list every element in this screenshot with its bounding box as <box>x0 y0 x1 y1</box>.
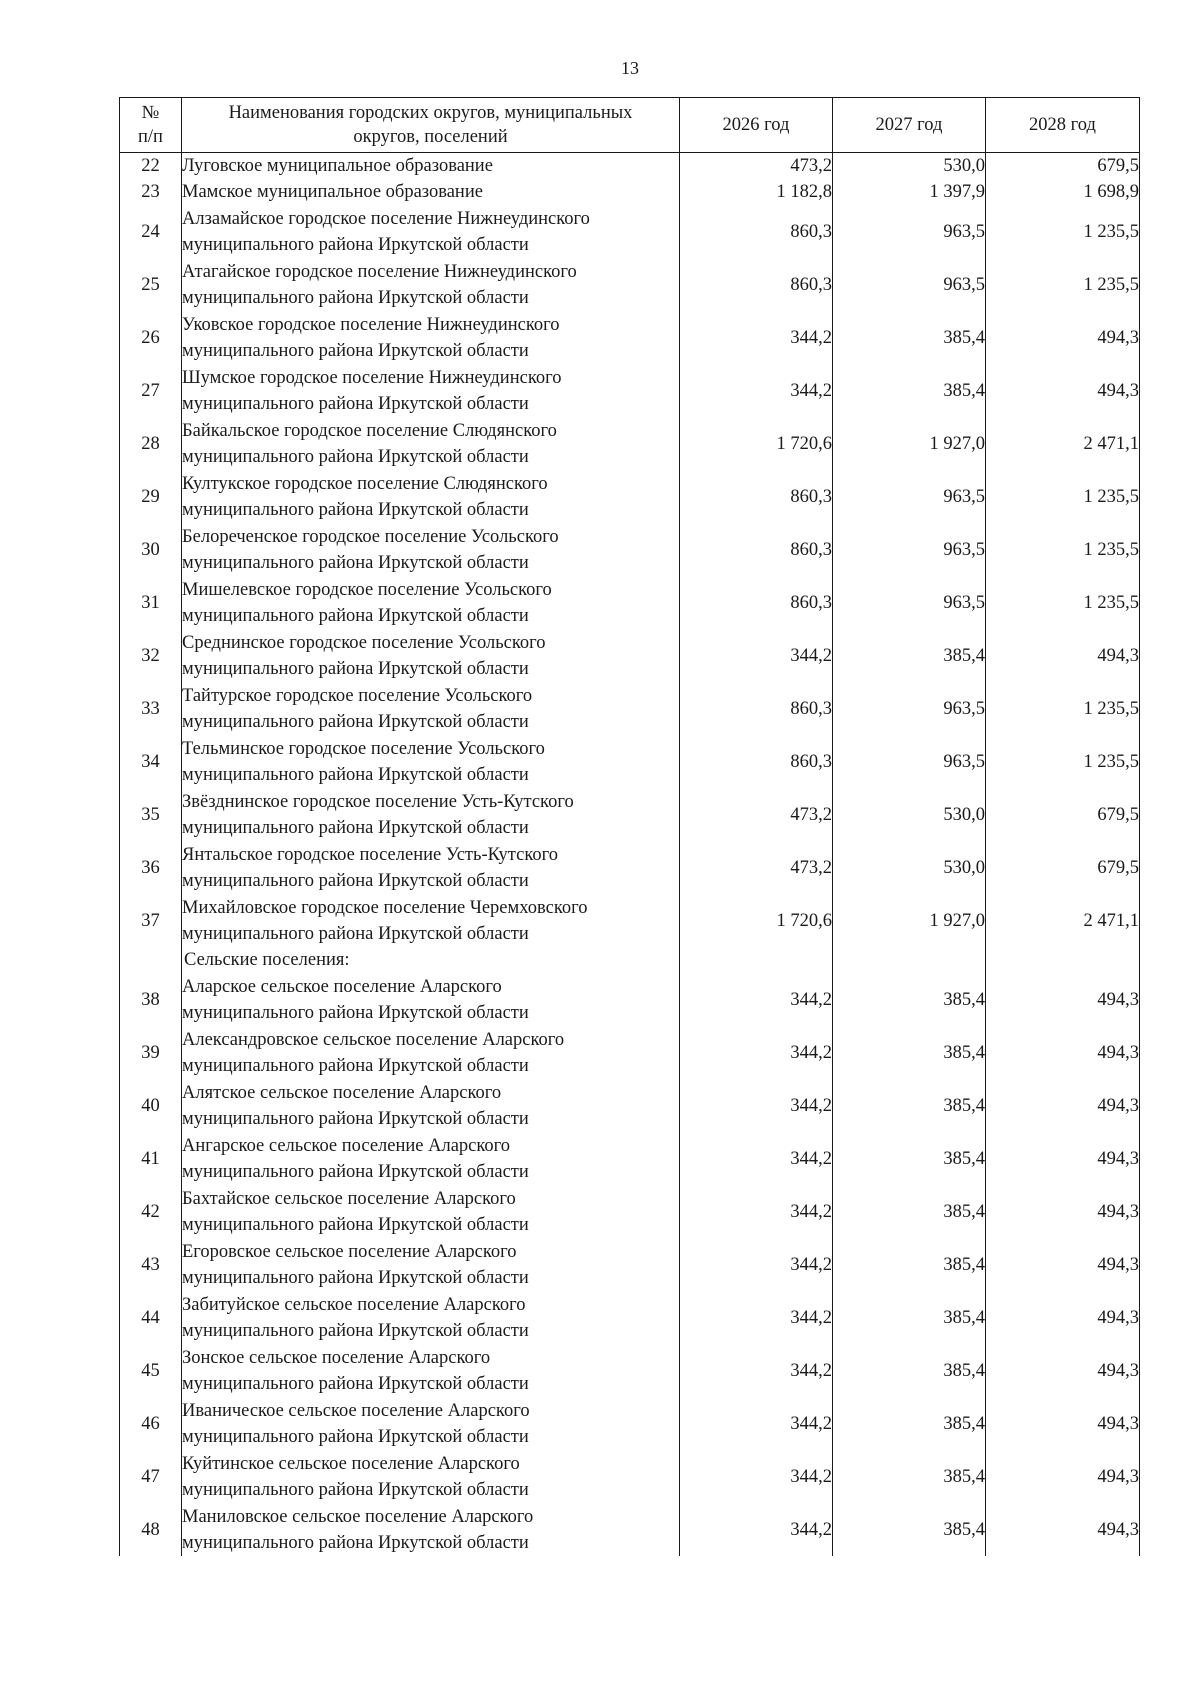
row-name-line: Мамское муниципальное образование <box>182 182 483 202</box>
row-name-line: муниципального района Иркутской области <box>182 1055 529 1076</box>
value-2027: 963,5 <box>833 682 986 735</box>
value-2027: 385,4 <box>833 311 986 364</box>
value-2026: 344,2 <box>680 1026 833 1079</box>
value-2027: 385,4 <box>833 1238 986 1291</box>
value-2027: 385,4 <box>833 364 986 417</box>
header-number <box>120 98 182 153</box>
row-name-line: муниципального района Иркутской области <box>182 923 529 944</box>
row-number: 35 <box>120 788 182 841</box>
value-2026: 344,2 <box>680 973 833 1026</box>
value-2028: 1 235,5 <box>986 682 1140 735</box>
row-name-line: Егоровское сельское поселение Аларского <box>182 1241 517 1262</box>
value-2026 <box>680 947 833 973</box>
row-name <box>182 205 680 258</box>
row-name <box>182 1079 680 1132</box>
header-year-2027: 2027 год <box>833 98 986 153</box>
value-2028: 494,3 <box>986 1450 1140 1503</box>
row-name-line: муниципального района Иркутской области <box>182 870 529 891</box>
value-2028: 679,5 <box>986 153 1140 180</box>
row-number: 45 <box>120 1344 182 1397</box>
value-2027: 385,4 <box>833 1291 986 1344</box>
value-2026: 860,3 <box>680 258 833 311</box>
value-2028: 494,3 <box>986 973 1140 1026</box>
value-2027: 385,4 <box>833 1503 986 1556</box>
row-name-line: Аларское сельское поселение Аларского <box>182 976 502 997</box>
value-2028: 494,3 <box>986 1503 1140 1556</box>
row-name <box>182 973 680 1026</box>
row-number: 23 <box>120 179 182 205</box>
value-2026: 473,2 <box>680 153 833 180</box>
value-2027: 385,4 <box>833 1079 986 1132</box>
table-row <box>120 973 1140 1026</box>
row-name-line: муниципального района Иркутской области <box>182 1320 529 1341</box>
row-name-line: муниципального района Иркутской области <box>182 340 529 361</box>
row-name-line: Забитуйское сельское поселение Аларского <box>182 1294 526 1315</box>
value-2028: 494,3 <box>986 1344 1140 1397</box>
row-name-line: муниципального района Иркутской области <box>182 1214 529 1235</box>
value-2028 <box>986 947 1140 973</box>
row-number: 40 <box>120 1079 182 1132</box>
value-2026: 344,2 <box>680 1185 833 1238</box>
value-2027: 963,5 <box>833 258 986 311</box>
row-number: 43 <box>120 1238 182 1291</box>
value-2026: 344,2 <box>680 311 833 364</box>
value-2026: 344,2 <box>680 1503 833 1556</box>
value-2026: 344,2 <box>680 1291 833 1344</box>
row-name <box>182 894 680 947</box>
value-2027: 530,0 <box>833 841 986 894</box>
row-number <box>120 947 182 973</box>
row-name <box>182 629 680 682</box>
row-name-line: Михайловское городское поселение Черемховского <box>182 897 588 918</box>
value-2027: 963,5 <box>833 523 986 576</box>
row-number: 28 <box>120 417 182 470</box>
value-2026: 344,2 <box>680 1132 833 1185</box>
table-row <box>120 1079 1140 1132</box>
value-2026: 473,2 <box>680 788 833 841</box>
row-name <box>182 470 680 523</box>
row-name <box>182 576 680 629</box>
value-2028: 1 235,5 <box>986 258 1140 311</box>
row-number: 36 <box>120 841 182 894</box>
row-name-line: муниципального района Иркутской области <box>182 552 529 573</box>
value-2026: 860,3 <box>680 470 833 523</box>
row-name-line: муниципального района Иркутской области <box>182 711 529 732</box>
value-2028: 2 471,1 <box>986 894 1140 947</box>
row-number: 44 <box>120 1291 182 1344</box>
value-2026: 860,3 <box>680 735 833 788</box>
header-name-line: округов, поселений <box>353 127 508 147</box>
row-name-line: Бахтайское сельское поселение Аларского <box>182 1188 516 1209</box>
table-section-row <box>120 947 1140 973</box>
table-row <box>120 894 1140 947</box>
row-name <box>182 1185 680 1238</box>
table-row <box>120 470 1140 523</box>
row-name <box>182 841 680 894</box>
value-2026: 344,2 <box>680 364 833 417</box>
header-year-2028: 2028 год <box>986 98 1140 153</box>
row-name-line: Алзамайское городское поселение Нижнеудинского <box>182 208 590 229</box>
row-name-line: Тайтурское городское поселение Усольского <box>182 685 533 706</box>
header-name-line: Наименования городских округов, муниципальных <box>228 103 633 123</box>
header-row <box>120 98 1140 153</box>
row-number: 31 <box>120 576 182 629</box>
row-name-line: муниципального района Иркутской области <box>182 446 529 467</box>
value-2026: 344,2 <box>680 629 833 682</box>
row-number: 30 <box>120 523 182 576</box>
value-2026: 473,2 <box>680 841 833 894</box>
value-2027: 963,5 <box>833 735 986 788</box>
row-name <box>182 523 680 576</box>
table-row <box>120 1132 1140 1185</box>
row-number: 48 <box>120 1503 182 1556</box>
row-name <box>182 1132 680 1185</box>
value-2028: 494,3 <box>986 311 1140 364</box>
table-row <box>120 205 1140 258</box>
row-name-line: Куйтинское сельское поселение Аларского <box>182 1453 520 1474</box>
row-name-line: муниципального района Иркутской области <box>182 393 529 414</box>
value-2028: 494,3 <box>986 629 1140 682</box>
table-row <box>120 1026 1140 1079</box>
value-2027: 385,4 <box>833 973 986 1026</box>
value-2027: 385,4 <box>833 1132 986 1185</box>
value-2027: 963,5 <box>833 470 986 523</box>
value-2027: 385,4 <box>833 1450 986 1503</box>
row-number: 29 <box>120 470 182 523</box>
row-number: 42 <box>120 1185 182 1238</box>
row-name-line: муниципального района Иркутской области <box>182 1002 529 1023</box>
row-name-line: Байкальское городское поселение Слюдянского <box>182 420 557 441</box>
value-2027: 1 927,0 <box>833 894 986 947</box>
header-number-line: п/п <box>138 127 163 147</box>
table-row <box>120 179 1140 205</box>
table-row <box>120 1238 1140 1291</box>
value-2027: 385,4 <box>833 1185 986 1238</box>
table-row <box>120 841 1140 894</box>
row-name-line: Иваническое сельское поселение Аларского <box>182 1400 530 1421</box>
row-name <box>182 1291 680 1344</box>
row-number: 24 <box>120 205 182 258</box>
table-row <box>120 682 1140 735</box>
row-name <box>182 1238 680 1291</box>
row-number: 22 <box>120 153 182 180</box>
value-2028: 494,3 <box>986 1026 1140 1079</box>
table-body <box>120 153 1140 1557</box>
value-2027: 963,5 <box>833 205 986 258</box>
row-name <box>182 1344 680 1397</box>
table-row <box>120 258 1140 311</box>
row-name-line: муниципального района Иркутской области <box>182 234 529 255</box>
table-row <box>120 1450 1140 1503</box>
value-2028: 494,3 <box>986 1291 1140 1344</box>
row-name <box>182 311 680 364</box>
header-year-2026: 2026 год <box>680 98 833 153</box>
value-2028: 679,5 <box>986 841 1140 894</box>
row-number: 26 <box>120 311 182 364</box>
table-row <box>120 311 1140 364</box>
value-2026: 860,3 <box>680 205 833 258</box>
value-2026: 860,3 <box>680 682 833 735</box>
value-2028: 494,3 <box>986 1079 1140 1132</box>
row-name-line: Янтальское городское поселение Усть-Кутского <box>182 844 558 865</box>
row-number: 25 <box>120 258 182 311</box>
row-name <box>182 258 680 311</box>
row-name-line: муниципального района Иркутской области <box>182 658 529 679</box>
row-name-line: Шумское городское поселение Нижнеудинского <box>182 367 562 388</box>
value-2026: 1 720,6 <box>680 417 833 470</box>
row-name <box>182 788 680 841</box>
row-number: 47 <box>120 1450 182 1503</box>
value-2026: 1 182,8 <box>680 179 833 205</box>
value-2027: 385,4 <box>833 1344 986 1397</box>
value-2028: 1 698,9 <box>986 179 1140 205</box>
row-name-line: муниципального района Иркутской области <box>182 605 529 626</box>
row-name <box>182 153 680 180</box>
value-2027: 385,4 <box>833 1026 986 1079</box>
value-2028: 1 235,5 <box>986 205 1140 258</box>
table-row <box>120 523 1140 576</box>
row-name-line: Зонское сельское поселение Аларского <box>182 1347 491 1368</box>
value-2028: 1 235,5 <box>986 470 1140 523</box>
value-2026: 344,2 <box>680 1344 833 1397</box>
value-2026: 344,2 <box>680 1450 833 1503</box>
value-2028: 494,3 <box>986 1132 1140 1185</box>
row-name <box>182 1450 680 1503</box>
row-number: 32 <box>120 629 182 682</box>
value-2026: 1 720,6 <box>680 894 833 947</box>
row-name <box>182 179 680 205</box>
row-name-line: муниципального района Иркутской области <box>182 287 529 308</box>
table-row <box>120 788 1140 841</box>
table-row <box>120 417 1140 470</box>
value-2026: 344,2 <box>680 1238 833 1291</box>
row-name-line: Уковское городское поселение Нижнеудинского <box>182 314 560 335</box>
value-2028: 1 235,5 <box>986 523 1140 576</box>
table-row <box>120 1503 1140 1556</box>
value-2026: 860,3 <box>680 576 833 629</box>
row-number: 37 <box>120 894 182 947</box>
table-row <box>120 1397 1140 1450</box>
row-number: 46 <box>120 1397 182 1450</box>
value-2028: 494,3 <box>986 1238 1140 1291</box>
row-name-line: Среднинское городское поселение Усольского <box>182 632 546 653</box>
row-number: 33 <box>120 682 182 735</box>
row-name-line: муниципального района Иркутской области <box>182 1532 529 1553</box>
row-name-line: Култукское городское поселение Слюдянского <box>182 473 548 494</box>
row-name-line: муниципального района Иркутской области <box>182 499 529 520</box>
row-name-line: муниципального района Иркутской области <box>182 817 529 838</box>
row-name-line: Мишелевское городское поселение Усольского <box>182 579 552 600</box>
row-number: 39 <box>120 1026 182 1079</box>
value-2026: 344,2 <box>680 1397 833 1450</box>
table-row <box>120 1291 1140 1344</box>
row-name-line: муниципального района Иркутской области <box>182 1426 529 1447</box>
row-number: 41 <box>120 1132 182 1185</box>
section-label: Сельские поселения: <box>182 947 680 973</box>
row-name-line: Александровское сельское поселение Аларского <box>182 1029 565 1050</box>
header-name <box>182 98 680 153</box>
header-number-line: № <box>141 103 160 123</box>
row-name-line: Маниловское сельское поселение Аларского <box>182 1506 534 1527</box>
table-row <box>120 153 1140 180</box>
table-row <box>120 1344 1140 1397</box>
row-number: 27 <box>120 364 182 417</box>
row-name-line: муниципального района Иркутской области <box>182 1479 529 1500</box>
value-2027: 1 397,9 <box>833 179 986 205</box>
row-name-line: Звёзднинское городское поселение Усть-Кутского <box>182 791 574 812</box>
value-2027: 1 927,0 <box>833 417 986 470</box>
value-2027 <box>833 947 986 973</box>
row-name <box>182 1397 680 1450</box>
value-2028: 1 235,5 <box>986 576 1140 629</box>
row-name-line: Тельминское городское поселение Усольского <box>182 738 545 759</box>
row-name-line: муниципального района Иркутской области <box>182 764 529 785</box>
row-name <box>182 682 680 735</box>
row-name-line: муниципального района Иркутской области <box>182 1108 529 1129</box>
row-name-line: муниципального района Иркутской области <box>182 1267 529 1288</box>
table-row <box>120 629 1140 682</box>
value-2027: 385,4 <box>833 1397 986 1450</box>
value-2028: 2 471,1 <box>986 417 1140 470</box>
allocation-table <box>119 97 1140 1556</box>
table-row <box>120 576 1140 629</box>
value-2028: 1 235,5 <box>986 735 1140 788</box>
row-name <box>182 735 680 788</box>
row-name-line: муниципального района Иркутской области <box>182 1373 529 1394</box>
table-row <box>120 364 1140 417</box>
row-name-line: Белореченское городское поселение Усольского <box>182 526 559 547</box>
value-2027: 530,0 <box>833 788 986 841</box>
page-number: 13 <box>621 58 639 78</box>
row-name-line: Ангарское сельское поселение Аларского <box>182 1135 511 1156</box>
value-2028: 494,3 <box>986 1185 1140 1238</box>
row-name <box>182 417 680 470</box>
table-row <box>120 735 1140 788</box>
row-name <box>182 364 680 417</box>
value-2027: 385,4 <box>833 629 986 682</box>
row-name <box>182 1503 680 1556</box>
value-2027: 530,0 <box>833 153 986 180</box>
row-name-line: муниципального района Иркутской области <box>182 1161 529 1182</box>
table-row <box>120 1185 1140 1238</box>
value-2026: 344,2 <box>680 1079 833 1132</box>
value-2027: 963,5 <box>833 576 986 629</box>
value-2026: 860,3 <box>680 523 833 576</box>
value-2028: 679,5 <box>986 788 1140 841</box>
row-name <box>182 1026 680 1079</box>
row-number: 34 <box>120 735 182 788</box>
value-2028: 494,3 <box>986 1397 1140 1450</box>
row-number: 38 <box>120 973 182 1026</box>
row-name-line: Атагайское городское поселение Нижнеудинского <box>182 261 577 282</box>
value-2028: 494,3 <box>986 364 1140 417</box>
row-name-line: Луговское муниципальное образование <box>182 156 493 176</box>
row-name-line: Алятское сельское поселение Аларского <box>182 1082 502 1103</box>
